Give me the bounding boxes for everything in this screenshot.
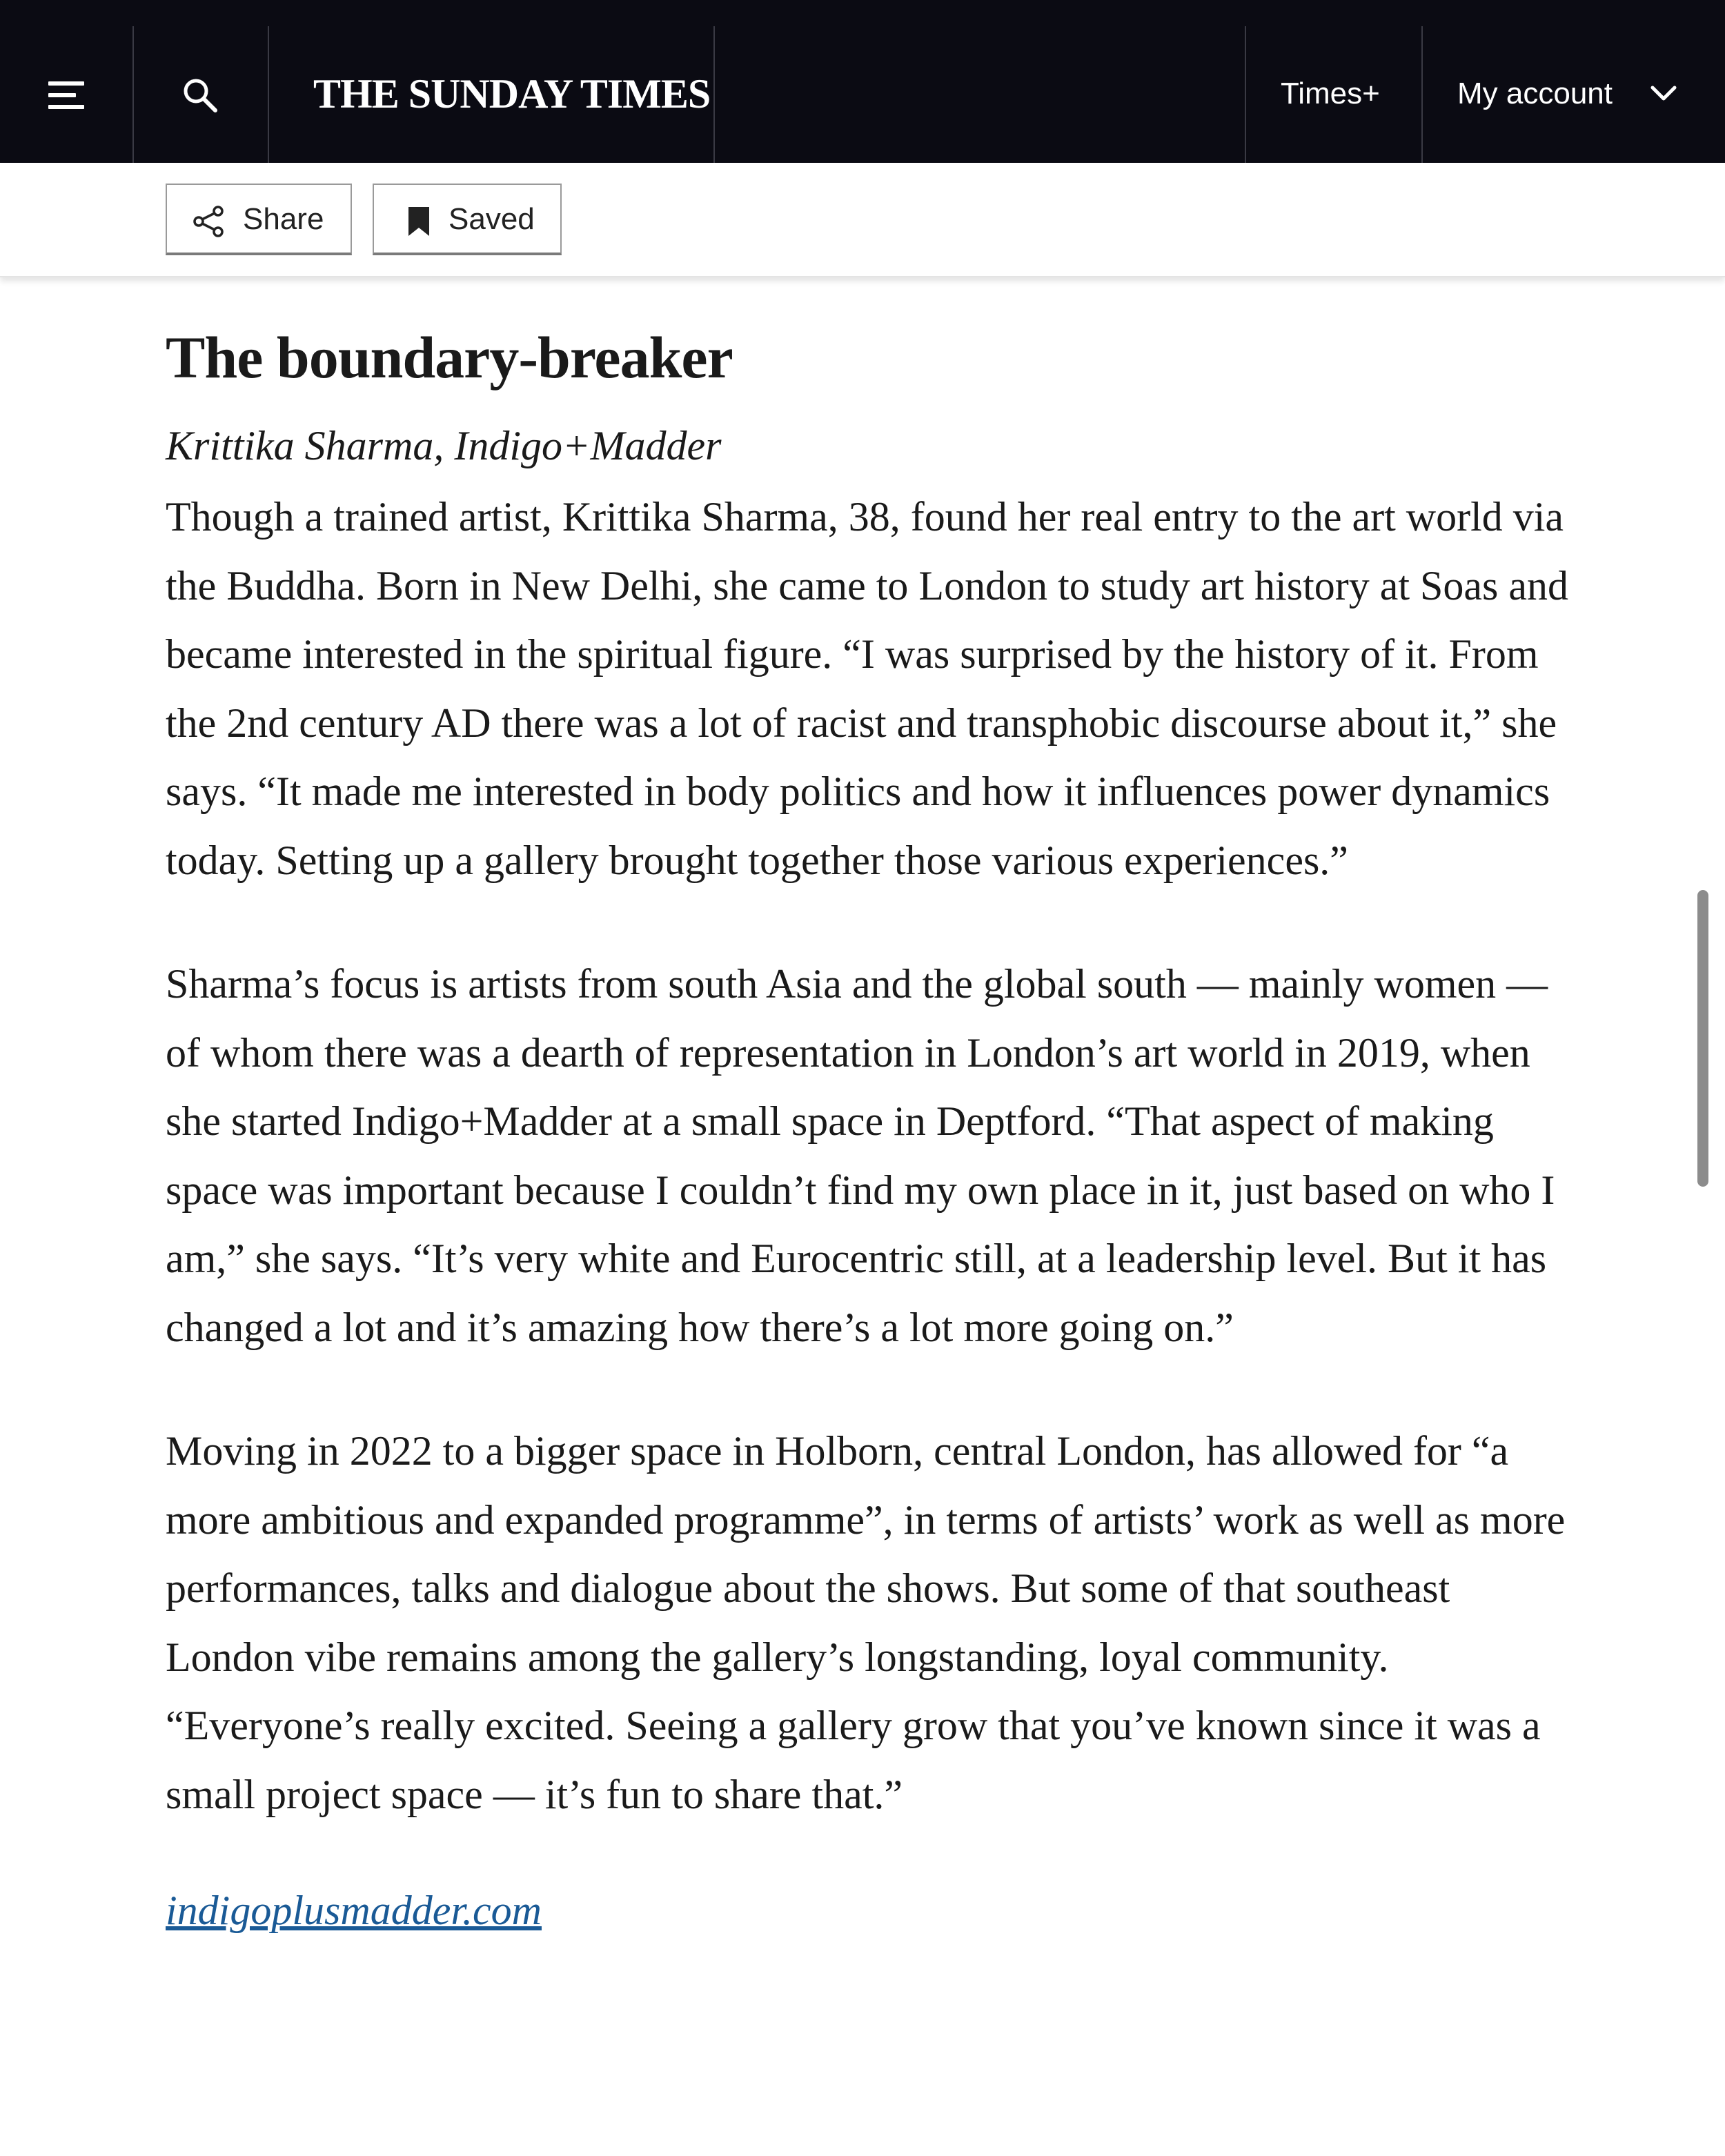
top-navigation-bar: [0, 0, 1725, 163]
share-button[interactable]: [166, 184, 352, 255]
hamburger-menu-icon[interactable]: [48, 81, 84, 109]
article-paragraph: Though a trained artist, Krittika Sharma, 38, found her real entry to the art world via the Buddha. Born in New Delhi, she came to London to study art history at Soas and became interested in the spiritual figure. “I was surprised by the history of it. From the 2nd century AD there was a lot of racist and transphobic discourse about it,” she says. “It made me interested in body politics and how it influences power dynamics today. Setting up a gallery brought together those various experiences.”: [166, 494, 1568, 883]
search-icon[interactable]: [181, 76, 219, 115]
bookmark-icon: [402, 204, 436, 239]
gallery-website-link[interactable]: indigoplusmadder.com: [166, 1888, 542, 1933]
byline: Krittika Sharma, Indigo+Madder: [166, 423, 722, 468]
times-plus-link[interactable]: Times+: [1281, 77, 1380, 110]
saved-button[interactable]: [373, 184, 562, 255]
chevron-down-icon[interactable]: [1649, 81, 1678, 105]
my-account-button[interactable]: My account: [1457, 77, 1613, 110]
section-heading: The boundary-breaker: [166, 324, 733, 390]
share-label: Share: [243, 202, 324, 236]
article-body: [166, 317, 1573, 1938]
site-logo[interactable]: THE SUNDAY TIMES: [313, 71, 711, 117]
article-action-bar: [0, 163, 1725, 277]
saved-label: Saved: [448, 202, 535, 236]
article-paragraph: Sharma’s focus is artists from south Asia and the global south — mainly women — of whom there was a dearth of representation in London’s art world in 2019, when she started Indigo+Madder at a small space in Deptford. “That aspect of making space was important because I couldn’t find my own place in it, just based on who I am,” she says. “It’s very white and Eurocentric still, at a leadership level. But it has changed a lot and it’s amazing how there’s a lot more going on.”: [166, 961, 1555, 1350]
article-paragraph: Moving in 2022 to a bigger space in Holborn, central London, has allowed for “a more ambitious and expanded programme”, in terms of artists’ work as well as more performances, talks and dialogue about the shows. But some of that southeast London vibe remains among the gallery’s longstanding, loyal community. “Everyone’s really excited. Seeing a gallery grow that you’ve known since it was a small project space — it’s fun to share that.”: [166, 1428, 1566, 1817]
scrollbar-thumb[interactable]: [1697, 890, 1708, 1187]
share-icon: [192, 204, 226, 239]
